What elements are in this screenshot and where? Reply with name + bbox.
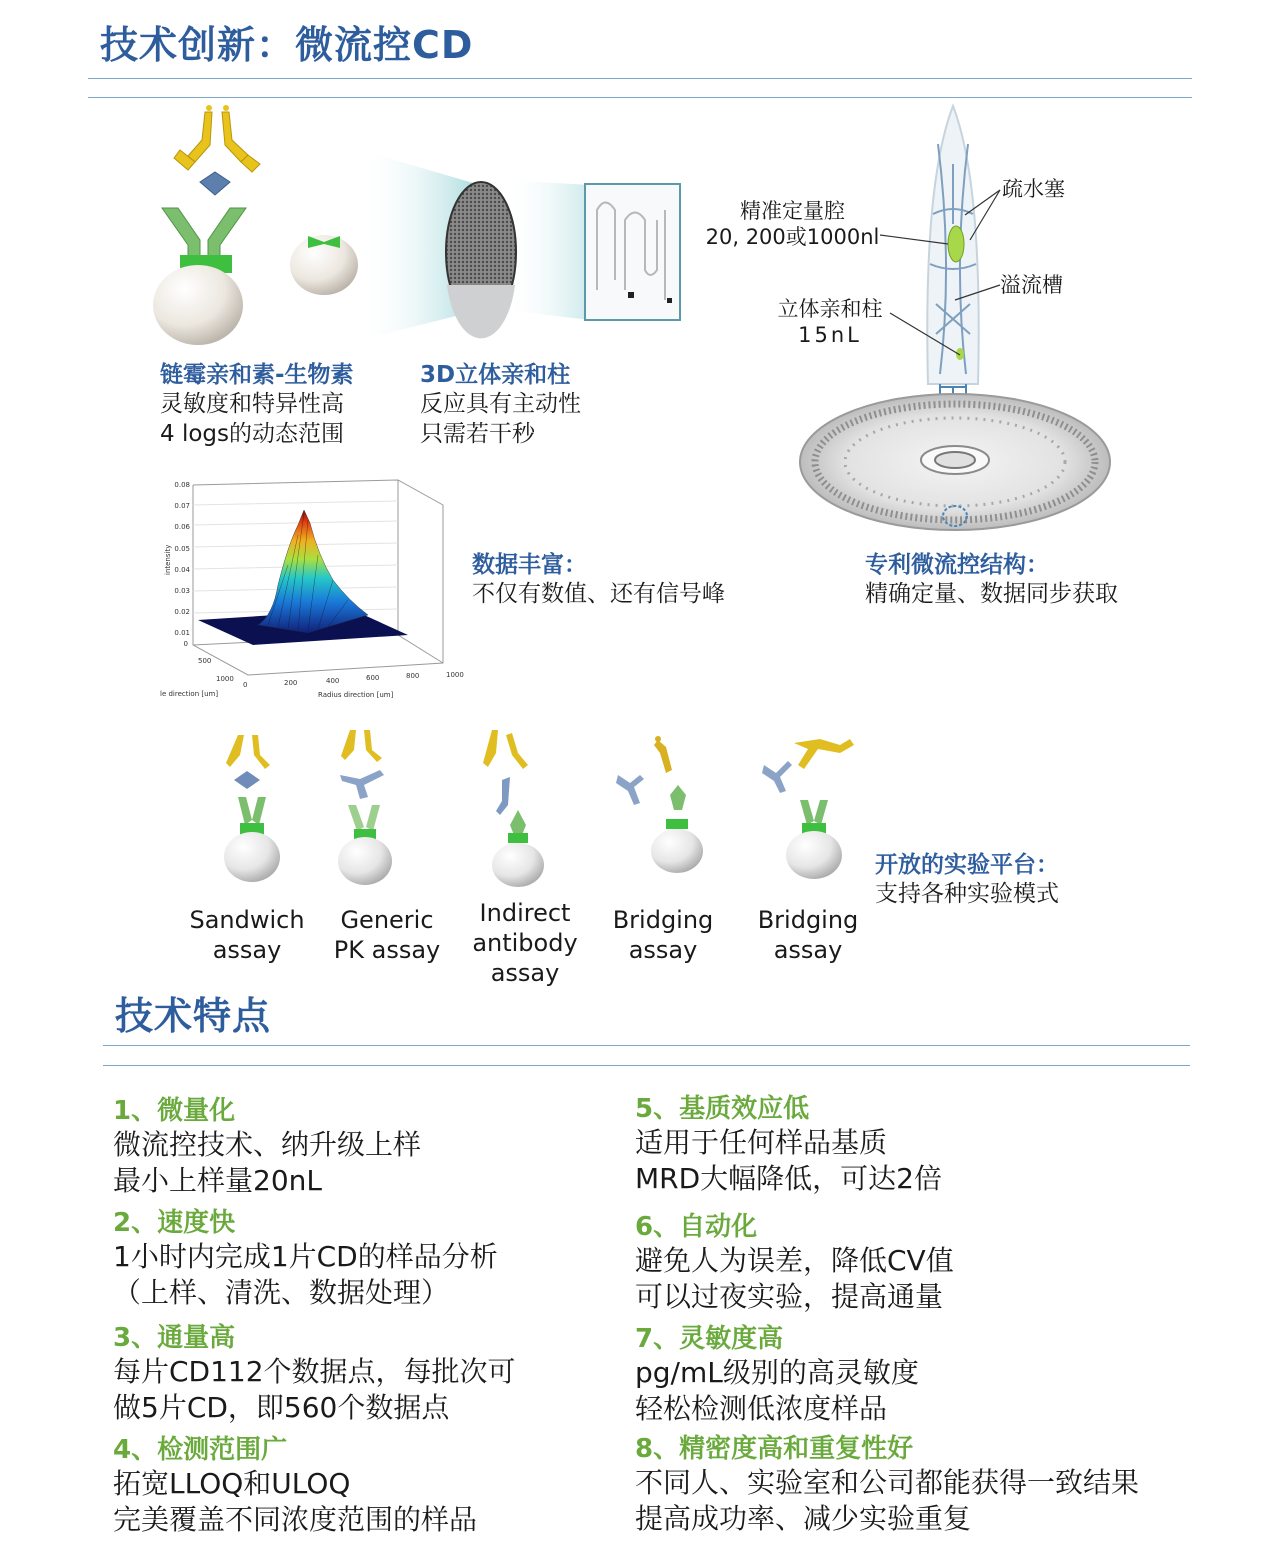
rich-data-title: 数据丰富：	[472, 552, 587, 578]
feature-line: 提高成功率、减少实验重复	[635, 1502, 972, 1535]
streptavidin-biotin-illustration	[140, 100, 380, 345]
feature-title: 3、通量高	[113, 1323, 236, 1353]
feature-item	[113, 1090, 613, 1202]
column3d-line2: 只需若干秒	[420, 421, 535, 447]
z-tick: 0.06	[174, 523, 190, 531]
assay-label-line: assay	[212, 936, 282, 964]
assay-label-line: assay	[773, 936, 843, 964]
y-axis-label: le direction [um]	[160, 690, 219, 698]
x-tick: 0	[243, 681, 248, 689]
features-rule-bottom	[103, 1065, 1190, 1066]
feature-item	[635, 1206, 1235, 1318]
overflow-slot-label: 溢流槽	[1000, 273, 1063, 297]
assay-label-line: PK assay	[333, 936, 441, 964]
streptavidin-line2: 4 logs的动态范围	[160, 421, 344, 447]
cd-disc-illustration	[798, 390, 1113, 540]
assay-label-line: antibody	[472, 929, 578, 957]
x-tick: 800	[406, 672, 420, 680]
open-platform-line1: 支持各种实验模式	[875, 881, 1059, 907]
feature-line: 适用于任何样品基质	[635, 1126, 888, 1159]
feature-line: 拓宽LLOQ和ULOQ	[113, 1467, 351, 1500]
assay-label-line: Bridging	[757, 906, 859, 934]
assay-label-line: Bridging	[612, 906, 714, 934]
x-tick: 600	[366, 674, 380, 682]
bridging-assay-illustration-2	[762, 739, 854, 879]
feature-title: 7、灵敏度高	[635, 1324, 784, 1354]
signal-peak-3d-plot	[158, 475, 468, 703]
x-tick: 400	[326, 677, 340, 685]
y-tick: 500	[198, 657, 212, 665]
patent-line1: 精确定量、数据同步获取	[865, 581, 1118, 607]
assay-label-line: assay	[628, 936, 698, 964]
assay-label-line: assay	[490, 959, 560, 987]
feature-line: （上样、清洗、数据处理）	[113, 1276, 450, 1309]
feature-line: MRD大幅降低，可达2倍	[635, 1162, 942, 1195]
assay-illustrations	[200, 725, 870, 885]
feature-item	[635, 1428, 1235, 1538]
patent-block	[865, 546, 1118, 609]
open-platform-title: 开放的实验平台：	[875, 852, 1059, 878]
feature-item	[113, 1429, 613, 1541]
feature-line: 最小上样量20nL	[113, 1164, 322, 1197]
feature-line: 可以过夜实验，提高通量	[635, 1280, 944, 1313]
z-tick: 0.05	[174, 545, 190, 553]
open-platform-block	[875, 846, 1059, 909]
feature-line: 每片CD112个数据点，每批次可	[113, 1355, 516, 1388]
assay-label-indirect	[450, 898, 600, 988]
feature-title: 4、检测范围广	[113, 1435, 288, 1465]
generic-pk-assay-illustration	[338, 730, 392, 885]
chamber-label-line1: 精准定量腔	[740, 199, 845, 223]
indirect-antibody-assay-illustration	[483, 730, 544, 887]
feature-line: 不同人、实验室和公司都能获得一致结果	[635, 1466, 1140, 1499]
z-tick: 0.07	[174, 502, 190, 510]
assay-label-bridging	[588, 905, 738, 965]
feature-item	[635, 1318, 1235, 1428]
streptavidin-block	[160, 356, 354, 449]
assay-label-line: Indirect	[479, 899, 571, 927]
page-title: 技术创新：微流控CD	[100, 23, 474, 67]
feature-line: 轻松检测低浓度样品	[635, 1392, 888, 1425]
x-tick: 200	[284, 679, 298, 687]
z-tick: 0.02	[174, 608, 190, 616]
assay-label-line: Sandwich	[189, 906, 305, 934]
feature-line: 微流控技术、纳升级上样	[113, 1128, 422, 1161]
assay-label-line: Generic	[340, 906, 434, 934]
streptavidin-line1: 灵敏度和特异性高	[160, 391, 344, 417]
x-tick: 1000	[446, 671, 464, 679]
feature-item	[635, 1088, 1235, 1206]
title-rule-top	[88, 78, 1192, 79]
features-title: 技术特点	[115, 994, 272, 1038]
z-tick: 0.08	[174, 481, 190, 489]
patent-title: 专利微流控结构：	[865, 552, 1049, 578]
feature-line: 避免人为误差，降低CV值	[635, 1244, 954, 1277]
feature-title: 6、自动化	[635, 1212, 758, 1242]
column-label-line1: 立体亲和柱	[777, 297, 883, 321]
feature-line: 1小时内完成1片CD的样品分析	[113, 1240, 498, 1273]
bridging-assay-illustration	[616, 736, 703, 873]
feature-title: 8、精密度高和重复性好	[635, 1434, 914, 1464]
title-rule-bottom	[88, 97, 1192, 98]
z-axis-label: intensity	[164, 544, 172, 575]
feature-line: 完美覆盖不同浓度范围的样品	[113, 1503, 478, 1536]
chamber-label-line2: 20, 200或1000nl	[705, 225, 880, 249]
z-tick: 0.03	[174, 587, 190, 595]
column3d-title: 3D立体亲和柱	[420, 362, 571, 388]
y-tick: 1000	[216, 675, 234, 683]
feature-line: 做5片CD，即560个数据点	[113, 1391, 450, 1424]
column3d-line1: 反应具有主动性	[420, 391, 581, 417]
hydrophobic-plug-label: 疏水塞	[1002, 177, 1065, 201]
feature-title: 2、速度快	[113, 1208, 236, 1238]
features-rule-top	[103, 1045, 1190, 1046]
affinity-column-illustration	[445, 180, 685, 325]
features-right-column	[635, 1088, 1235, 1538]
z-tick: 0	[183, 640, 188, 648]
z-tick: 0.01	[174, 629, 190, 637]
feature-item	[113, 1202, 613, 1317]
sandwich-assay-illustration	[224, 735, 280, 882]
column-label-line2: 15nL	[798, 323, 862, 347]
feature-item	[113, 1317, 613, 1429]
features-left-column	[113, 1090, 613, 1541]
column3d-block	[420, 356, 581, 449]
rich-data-line1: 不仅有数值、还有信号峰	[472, 581, 725, 607]
z-tick: 0.04	[174, 566, 190, 574]
assay-label-generic-pk	[312, 905, 462, 965]
rich-data-block	[472, 546, 725, 609]
feature-line: pg/mL级别的高灵敏度	[635, 1356, 919, 1389]
assay-label-bridging-2	[733, 905, 883, 965]
streptavidin-title: 链霉亲和素-生物素	[160, 362, 354, 388]
feature-title: 1、微量化	[113, 1096, 236, 1126]
column-label	[765, 296, 895, 348]
chamber-label	[705, 198, 880, 250]
feature-title: 5、基质效应低	[635, 1094, 810, 1124]
x-axis-label: Radius direction [um]	[318, 691, 394, 699]
assay-label-sandwich	[172, 905, 322, 965]
